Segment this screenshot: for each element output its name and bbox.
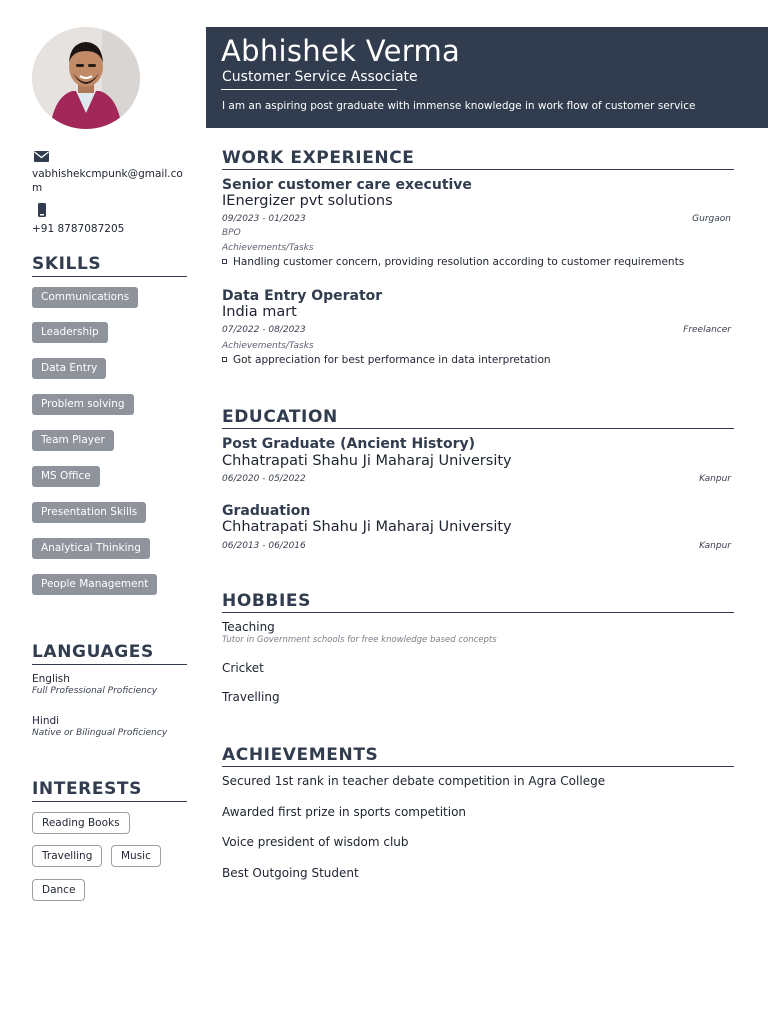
achievement-item: Voice president of wisdom club	[222, 835, 409, 849]
education-heading: EDUCATION	[222, 407, 734, 429]
bullet-icon	[222, 259, 227, 264]
email-icon	[33, 150, 51, 164]
skill-tag: Problem solving	[32, 394, 134, 415]
skill-tag: Analytical Thinking	[32, 538, 150, 559]
skill-tag: Presentation Skills	[32, 502, 146, 523]
education-location: Kanpur	[699, 474, 731, 484]
email-text[interactable]: vabhishekcmpunk@gmail.com	[32, 168, 183, 194]
school-name: Chhatrapati Shahu Ji Maharaj University	[222, 453, 512, 469]
language-level: Native or Bilingual Proficiency	[32, 728, 168, 738]
education-location: Kanpur	[699, 541, 731, 551]
task-item: Got appreciation for best performance in data interpretation	[222, 354, 551, 366]
languages-heading: LANGUAGES	[32, 642, 187, 665]
skill-tag: People Management	[32, 574, 157, 595]
tasks-label: Achievements/Tasks	[222, 341, 314, 351]
candidate-name: Abhishek Verma	[221, 34, 461, 68]
job-location: Gurgaon	[692, 214, 731, 224]
interest-tag: Travelling	[32, 845, 102, 867]
company-name: India mart	[222, 304, 297, 320]
hobby-item: Teaching	[222, 620, 275, 634]
education-dates: 06/2013 - 06/2016	[222, 541, 306, 551]
job-dates: 09/2023 - 01/2023	[222, 214, 306, 224]
job-title: Senior customer care executive	[222, 177, 472, 193]
bullet-icon	[222, 357, 227, 362]
achievement-item: Awarded first prize in sports competition	[222, 805, 467, 819]
header-divider	[221, 89, 397, 90]
hobby-item: Travelling	[222, 690, 280, 704]
job-industry: BPO	[222, 228, 241, 238]
achievements-heading: ACHIEVEMENTS	[222, 745, 734, 767]
skills-heading: SKILLS	[32, 254, 187, 277]
skill-tag: MS Office	[32, 466, 100, 487]
phone-text[interactable]: +91 8787087205	[32, 223, 125, 235]
interests-heading: INTERESTS	[32, 779, 187, 802]
header-banner	[206, 27, 768, 128]
skill-tag: Team Player	[32, 430, 114, 451]
achievement-item: Best Outgoing Student	[222, 866, 359, 880]
skill-tag: Data Entry	[32, 358, 106, 379]
company-name: IEnergizer pvt solutions	[222, 193, 393, 209]
skill-tag: Communications	[32, 287, 138, 308]
profile-photo	[32, 27, 140, 129]
job-location: Freelancer	[683, 325, 731, 335]
degree-title: Graduation	[222, 503, 311, 519]
school-name: Chhatrapati Shahu Ji Maharaj University	[222, 519, 512, 535]
language-level: Full Professional Proficiency	[32, 686, 158, 696]
skill-tag: Leadership	[32, 322, 108, 343]
profile-photo-icon	[32, 27, 140, 129]
tasks-label: Achievements/Tasks	[222, 243, 314, 253]
hobby-note: Tutor in Government schools for free knowledge based concepts	[222, 635, 497, 645]
language-name: English	[32, 673, 70, 685]
candidate-summary: I am an aspiring post graduate with immense knowledge in work flow of customer service	[222, 100, 696, 112]
interest-tag: Dance	[32, 879, 85, 901]
candidate-role: Customer Service Associate	[222, 69, 418, 85]
job-title: Data Entry Operator	[222, 288, 383, 304]
interest-tag: Reading Books	[32, 812, 130, 834]
phone-icon	[33, 203, 51, 217]
work-experience-heading: WORK EXPERIENCE	[222, 148, 734, 170]
hobbies-heading: HOBBIES	[222, 591, 734, 613]
hobby-item: Cricket	[222, 661, 264, 675]
job-dates: 07/2022 - 08/2023	[222, 325, 306, 335]
language-name: Hindi	[32, 715, 60, 727]
achievement-item: Secured 1st rank in teacher debate competition in Agra College	[222, 774, 606, 788]
degree-title: Post Graduate (Ancient History)	[222, 436, 476, 452]
interest-tag: Music	[111, 845, 161, 867]
education-dates: 06/2020 - 05/2022	[222, 474, 306, 484]
task-item: Handling customer concern, providing resolution according to customer requirements	[222, 256, 684, 268]
